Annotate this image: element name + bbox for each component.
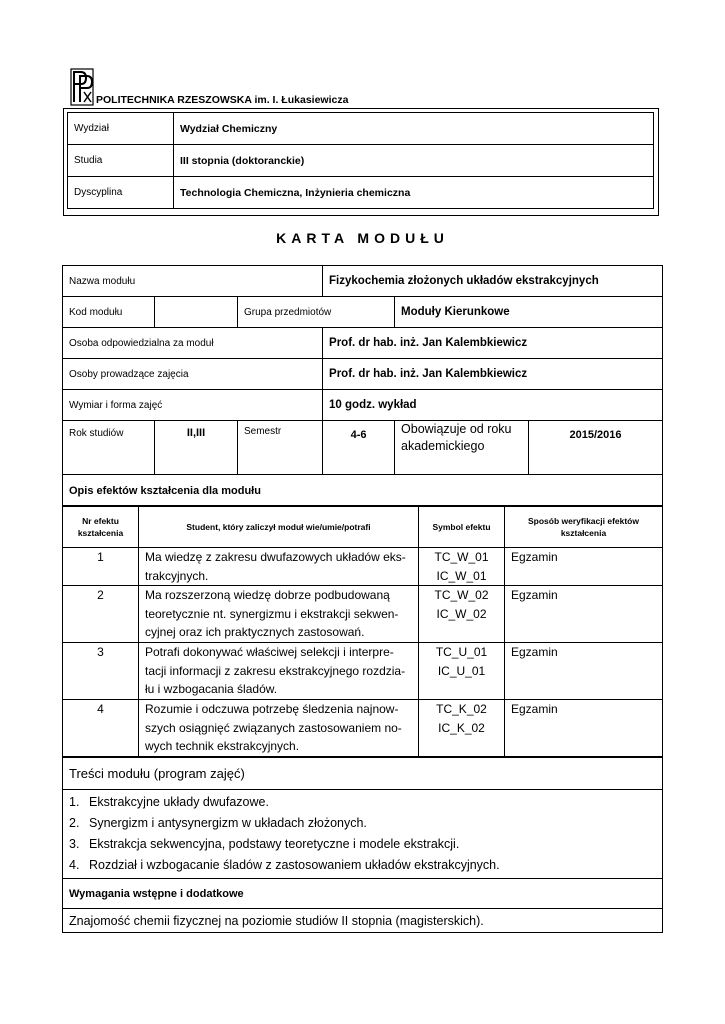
header-row-discipline — [68, 177, 654, 209]
effect-text: Ma rozszerzoną wiedzę dobrze podbudowaną teoretycznie nt. synergizmu i ekstrakcji sekwen-cyjnej oraz ich praktycznych zastosowań. — [139, 586, 419, 643]
header-row-faculty — [68, 113, 654, 145]
valid-from-value: 2015/2016 — [529, 421, 663, 475]
discipline-value: Technologia Chemiczna, Inżynieria chemiczna — [174, 177, 654, 209]
list-item-number: 2. — [69, 816, 80, 830]
module-name-label: Nazwa modułu — [63, 266, 323, 297]
row-hours — [63, 390, 663, 421]
table-row — [63, 548, 663, 586]
effect-symbols — [419, 586, 505, 643]
studies-value: III stopnia (doktoranckie) — [174, 145, 654, 177]
requirements-row — [63, 909, 663, 933]
effect-text: Rozumie i odczuwa potrzebę śledzenia najnow-szych osiągnięć związanych zastosowaniem no-wych technik ekstrakcyjnych. — [139, 700, 419, 757]
effect-symbol-tc: TC_W_01 — [434, 550, 489, 564]
effect-nr: 4 — [63, 700, 139, 757]
effect-symbols — [419, 700, 505, 757]
effect-symbol-ic: IC_U_01 — [437, 663, 486, 678]
header-row-studies — [68, 145, 654, 177]
content-heading-row — [63, 758, 663, 790]
effect-method: Egzamin — [505, 586, 663, 643]
requirements-heading: Wymagania wstępne i dodatkowe — [63, 879, 663, 909]
effect-text: Ma wiedzę z zakresu dwufazowych układów eks-trakcyjnych. — [139, 548, 419, 586]
list-item — [69, 813, 656, 834]
effect-nr: 2 — [63, 586, 139, 643]
effect-nr: 1 — [63, 548, 139, 586]
semester-label: Semestr — [238, 421, 323, 475]
row-module-code — [63, 297, 663, 328]
list-item — [69, 792, 656, 813]
effects-heading: Opis efektów kształcenia dla modułu — [63, 475, 663, 507]
list-item-text: Rozdział i wzbogacanie śladów z zastosowaniem układów ekstrakcyjnych. — [89, 858, 500, 872]
list-item — [69, 855, 656, 876]
effect-nr: 3 — [63, 643, 139, 700]
list-item-number: 1. — [69, 795, 80, 809]
year-value: II,III — [155, 421, 238, 475]
hours-value: 10 godz. wykład — [323, 390, 663, 421]
list-item-number: 4. — [69, 858, 80, 872]
requirements-heading-row — [63, 879, 663, 909]
effects-header-method: Sposób weryfikacji efektów kształcenia — [505, 506, 663, 548]
list-item-number: 3. — [69, 837, 80, 851]
effect-symbol-tc: TC_K_02 — [436, 702, 487, 716]
hours-label: Wymiar i forma zajęć — [63, 390, 323, 421]
effect-symbols — [419, 548, 505, 586]
group-value: Moduły Kierunkowe — [395, 297, 663, 328]
effect-symbol-ic: IC_K_02 — [438, 720, 485, 735]
semester-value: 4-6 — [323, 421, 395, 475]
effect-symbol-ic: IC_W_01 — [436, 568, 487, 583]
faculty-value: Wydział Chemiczny — [174, 113, 654, 145]
effects-table — [62, 505, 663, 757]
studies-label: Studia — [68, 145, 174, 177]
row-year — [63, 421, 663, 475]
list-item-text: Ekstrakcyjne układy dwufazowe. — [89, 795, 269, 809]
valid-from-label: Obowiązuje od roku akademickiego — [395, 421, 529, 475]
table-row — [63, 700, 663, 757]
header-table — [67, 112, 654, 209]
effect-symbol-tc: TC_U_01 — [435, 645, 488, 659]
effect-symbols — [419, 643, 505, 700]
responsible-label: Osoba odpowiedzialna za moduł — [63, 328, 323, 359]
list-item-text: Synergizm i antysynergizm w układach złożonych. — [89, 816, 367, 830]
group-label: Grupa przedmiotów — [238, 297, 395, 328]
row-responsible — [63, 328, 663, 359]
document-title: KARTA MODUŁU — [276, 230, 449, 246]
list-item-text: Ekstrakcja sekwencyjna, podstawy teoretyczne i modele ekstrakcji. — [89, 837, 460, 851]
teachers-value: Prof. dr hab. inż. Jan Kalembkiewicz — [323, 359, 663, 390]
effects-header-symbol: Symbol efektu — [419, 506, 505, 548]
content-list — [69, 792, 656, 876]
content-list-row — [63, 790, 663, 879]
row-teachers — [63, 359, 663, 390]
table-row — [63, 586, 663, 643]
effect-symbol-ic: IC_W_02 — [436, 606, 487, 621]
effects-header-row — [63, 506, 663, 548]
discipline-label: Dyscyplina — [68, 177, 174, 209]
faculty-label: Wydział — [68, 113, 174, 145]
module-info-table — [62, 265, 663, 507]
row-module-name — [63, 266, 663, 297]
university-logo-icon — [70, 68, 94, 106]
module-name-value: Fizykochemia złożonych układów ekstrakcyjnych — [323, 266, 663, 297]
effects-header-student: Student, który zaliczył moduł wie/umie/potrafi — [139, 506, 419, 548]
list-item — [69, 834, 656, 855]
effects-header-nr: Nr efektu kształcenia — [63, 506, 139, 548]
university-name: POLITECHNIKA RZESZOWSKA im. I. Łukasiewicza — [96, 94, 349, 106]
module-code-value — [155, 297, 238, 328]
effect-method: Egzamin — [505, 700, 663, 757]
content-heading: Treści modułu (program zajęć) — [63, 758, 663, 790]
requirements-text: Znajomość chemii fizycznej na poziomie studiów II stopnia (magisterskich). — [63, 909, 663, 933]
responsible-value: Prof. dr hab. inż. Jan Kalembkiewicz — [323, 328, 663, 359]
table-row — [63, 643, 663, 700]
effect-method: Egzamin — [505, 548, 663, 586]
content-table — [62, 757, 663, 933]
module-code-label: Kod modułu — [63, 297, 155, 328]
teachers-label: Osoby prowadzące zajęcia — [63, 359, 323, 390]
effect-text: Potrafi dokonywać właściwej selekcji i interpre-tacji informacji z zakresu ekstrakcyjnego rozdzia-łu i wzbogacania śladów. — [139, 643, 419, 700]
content-list-cell — [63, 790, 663, 879]
effect-symbol-tc: TC_W_02 — [434, 588, 489, 602]
row-effects-heading — [63, 475, 663, 507]
year-label: Rok studiów — [63, 421, 155, 475]
header-frame — [63, 108, 659, 216]
effect-method: Egzamin — [505, 643, 663, 700]
